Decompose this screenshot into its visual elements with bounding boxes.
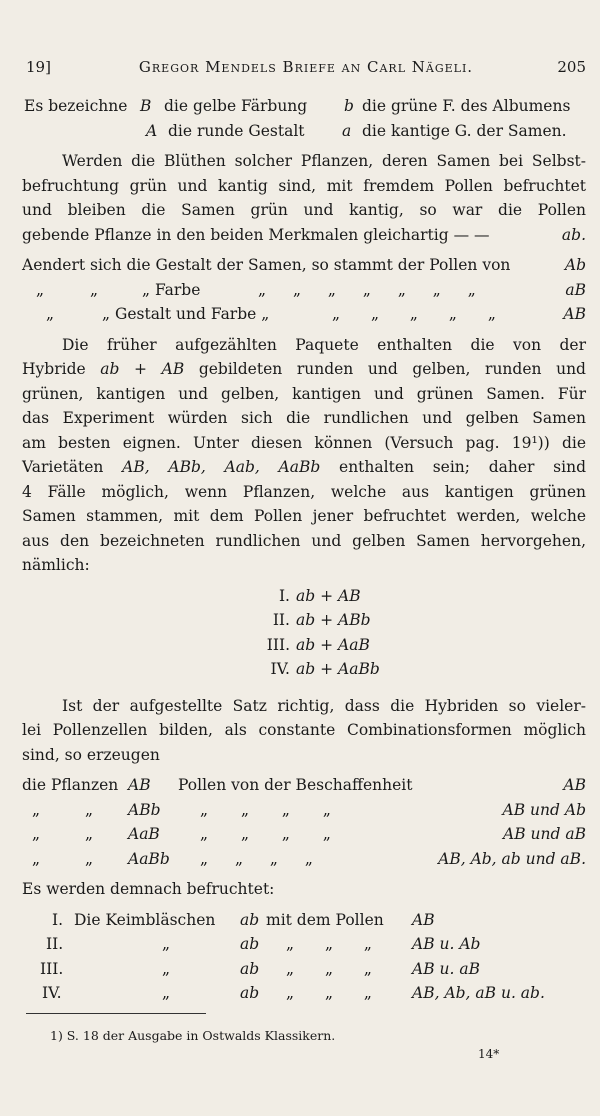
paragraph-line xyxy=(22,357,586,382)
text: Die Keimbläschen xyxy=(74,910,216,929)
egg-formula: ab xyxy=(240,984,260,1002)
cross-number: I. xyxy=(278,586,290,605)
text: „ Farbe xyxy=(142,280,201,299)
pollen-formula: AB, Ab, aB u. ab. xyxy=(412,984,545,1002)
notation-line-1 xyxy=(22,94,586,119)
paragraph-line: Ist der aufgestellte Satz richtig, dass die Hybriden so vieler- xyxy=(62,696,586,715)
pollen-formula: AB u. aB xyxy=(412,959,480,978)
ditto-marks: „ „ xyxy=(32,800,93,819)
fertilization-row xyxy=(22,957,586,982)
fertilization-row xyxy=(22,908,586,933)
notation-line-2 xyxy=(22,119,586,144)
cross-list xyxy=(22,584,586,682)
cross-item xyxy=(22,608,586,633)
paragraph-line: Die früher aufgezählten Paquete enthalten die von der xyxy=(62,335,586,354)
pollen-origin-line-2 xyxy=(22,278,586,303)
text: enthalten sein; daher sind xyxy=(339,458,586,476)
formula: AB, ABb, Aab, AaBb xyxy=(122,458,321,476)
egg-formula: ab xyxy=(240,910,260,929)
ditto-marks: „ „ „ xyxy=(286,959,372,978)
symbol: A xyxy=(146,121,158,140)
symbol: B xyxy=(140,97,152,115)
plant-formula: ABb xyxy=(128,800,161,819)
text: die runde Gestalt xyxy=(168,121,305,140)
ditto-mark: „ xyxy=(36,280,45,299)
paragraph-line: das Experiment würden sich die rundlichen und gelben Samen xyxy=(22,409,586,427)
ditto-mark: „ xyxy=(90,280,99,299)
pollen-origin-line-1 xyxy=(22,253,586,278)
paragraph-line xyxy=(22,455,586,480)
paragraph-line: 4 Fälle möglich, wenn Pflanzen, welche aus kantigen grünen xyxy=(22,482,586,501)
egg-formula: ab xyxy=(240,959,260,978)
signature-mark: 14* xyxy=(478,1047,500,1061)
paragraph-line: lei Pollenzellen bilden, als constante Combinationsformen möglich xyxy=(22,721,586,739)
fertilization-row xyxy=(22,981,586,1006)
fertilization-table xyxy=(22,908,586,1006)
pollen-formula: AB und Ab xyxy=(502,800,586,819)
formula: ab + AB xyxy=(100,360,185,378)
ditto-marks: „ „ „ „ „ xyxy=(332,305,496,323)
fertilization-row xyxy=(22,932,586,957)
text: Pollen von der Beschaffenheit xyxy=(178,776,413,794)
text: die grüne F. des Albumens xyxy=(362,97,571,115)
symbol: Ab xyxy=(564,256,586,274)
ditto-marks: „ „ „ „ xyxy=(200,800,331,819)
ditto-marks: „ „ „ „ xyxy=(200,825,331,843)
text: die Pflanzen xyxy=(22,776,119,794)
text: gebende Pflanze in den beiden Merkmalen gleichartig — — xyxy=(22,225,490,244)
pollen-formula: AB xyxy=(412,910,435,929)
pollen-origin-line-3 xyxy=(22,302,586,327)
plant-formula: AB xyxy=(128,776,151,794)
row-number: II. xyxy=(46,935,64,953)
page-number: 205 xyxy=(557,58,586,76)
plant-formula: AaB xyxy=(128,825,160,843)
pollen-row xyxy=(22,822,586,847)
text: die gelbe Färbung xyxy=(164,97,308,115)
pollen-row xyxy=(22,847,586,872)
text: mit dem Pollen xyxy=(266,910,384,929)
egg-formula: ab xyxy=(240,935,260,953)
cross-number: IV. xyxy=(270,660,290,678)
running-title: Gregor Mendels Briefe an Carl Nägeli. xyxy=(138,58,474,76)
ditto-mark: „ xyxy=(162,984,171,1002)
text: Aendert sich die Gestalt der Samen, so stammt der Pollen von xyxy=(22,256,511,274)
ditto-mark: „ xyxy=(162,959,171,978)
text: die kantige G. der Samen. xyxy=(362,121,567,140)
footnote: 1) S. 18 der Ausgabe in Ostwalds Klassikern. xyxy=(50,1028,336,1043)
pollen-formula: AB xyxy=(563,776,586,794)
ditto-marks: „ „ „ „ „ „ „ xyxy=(258,280,476,299)
cross-number: III. xyxy=(266,635,290,654)
ditto-marks: „ „ „ „ xyxy=(200,849,313,868)
paragraph-line: grünen, kantigen und gelben, kantigen und grünen Samen. Für xyxy=(22,384,586,403)
text: „ Gestalt und Farbe „ xyxy=(102,305,270,323)
paragraph-line: Es werden demnach befruchtet: xyxy=(22,880,275,898)
pollen-formula: AB, Ab, ab und aB. xyxy=(438,849,586,868)
cross-item xyxy=(22,657,586,682)
cross-item xyxy=(22,633,586,658)
ditto-marks: „ „ xyxy=(32,825,93,843)
symbol: ab. xyxy=(561,225,586,244)
symbol: b xyxy=(344,97,354,115)
paragraph-line xyxy=(22,223,586,248)
paragraph-line: aus den bezeichneten rundlichen und gelben Samen hervorgehen, xyxy=(22,531,586,550)
plant-formula: AaBb xyxy=(128,849,170,868)
footnote-rule xyxy=(26,1013,206,1014)
paragraph-line: befruchtung grün und kantig sind, mit fremdem Pollen befruchtet xyxy=(22,176,586,195)
text: Hybride xyxy=(22,360,86,378)
row-number: III. xyxy=(40,959,64,978)
formula: ab + ABb xyxy=(296,611,371,629)
paragraph-line: und bleiben die Samen grün und kantig, so war die Pollen xyxy=(22,201,586,219)
paragraph-line: sind, so erzeugen xyxy=(22,745,160,764)
pollen-formula: AB und aB xyxy=(503,825,586,843)
paragraph-line: nämlich: xyxy=(22,556,90,574)
page-reference: 19] xyxy=(26,58,51,76)
symbol: a xyxy=(342,121,352,140)
ditto-marks: „ „ „ xyxy=(286,984,372,1002)
page-body xyxy=(22,94,586,1006)
cross-item xyxy=(22,584,586,609)
ditto-marks: „ „ „ xyxy=(286,935,372,953)
pollen-formula: AB u. Ab xyxy=(412,935,481,953)
paragraph-line: am besten eignen. Unter diesen können (Versuch pag. 19¹)) die xyxy=(22,433,586,452)
pollen-table xyxy=(22,773,586,871)
symbol: AB xyxy=(563,305,586,323)
pollen-row xyxy=(22,773,586,798)
running-header xyxy=(26,58,586,78)
formula: ab + AB xyxy=(296,586,361,605)
text: Varietäten xyxy=(22,458,104,476)
ditto-mark: „ xyxy=(46,305,55,323)
formula: ab + AaBb xyxy=(296,660,380,678)
symbol: aB xyxy=(565,280,586,299)
ditto-marks: „ „ xyxy=(32,849,93,868)
row-number: I. xyxy=(52,910,64,929)
row-number: IV. xyxy=(42,984,62,1002)
text: gebildeten runden und gelben, runden und xyxy=(198,360,586,378)
cross-number: II. xyxy=(272,611,290,629)
paragraph-line: Werden die Blüthen solcher Pflanzen, deren Samen bei Selbst- xyxy=(62,152,586,170)
formula: ab + AaB xyxy=(296,635,370,654)
pollen-row xyxy=(22,798,586,823)
paragraph-line: Samen stammen, mit dem Pollen jener befruchtet werden, welche xyxy=(22,507,586,525)
text: Es bezeichne xyxy=(24,97,128,115)
ditto-mark: „ xyxy=(162,935,171,953)
